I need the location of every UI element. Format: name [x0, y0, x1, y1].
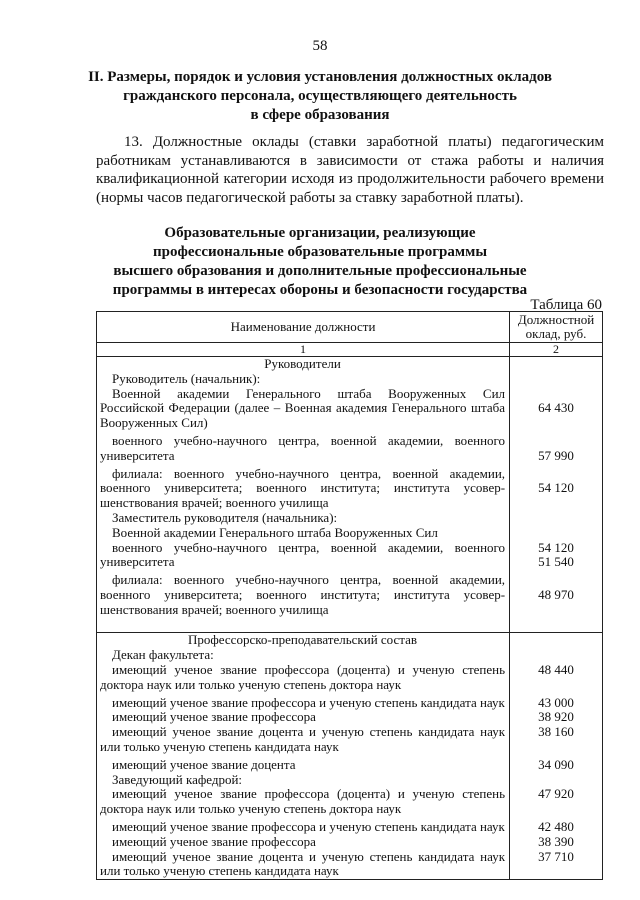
section-title-line: в сфере образования [250, 107, 390, 123]
list-item: Заместитель руководителя (начальника): [112, 509, 338, 525]
list-item: Заведующий кафедрой: [112, 771, 243, 787]
header-salary-line: Должностной [517, 312, 595, 327]
list-item: имеющий ученое звание профессора [112, 833, 316, 849]
table-row-managers [97, 357, 603, 633]
section-title-line: гражданского персонала, осуществляющего деятельность [123, 88, 517, 104]
list-item: имеющий ученое звание профессора (доцента) и ученую степень доктора наук или только ученую степень доктора наук [100, 786, 506, 817]
list-item: имеющий ученое звание профессора [112, 709, 316, 725]
table-heading-line: Образовательные организации, реализующие [164, 225, 476, 241]
salary-value: 48 440 [538, 661, 574, 677]
table-heading-line: профессиональные образовательные программы [152, 244, 488, 260]
list-item: Декан факультета: [112, 647, 214, 663]
salary-value: 34 090 [538, 756, 574, 772]
group-title: Руководители [264, 356, 341, 371]
list-item: Руководитель (начальник): [112, 370, 261, 386]
salary-value: 51 540 [538, 554, 574, 570]
list-item: имеющий ученое звание доцента и ученую степень кандидата наук или только ученую степень кандидата наук [100, 848, 506, 879]
paragraph-line: квалификационной категории исходя из продолжительности рабочего времени [96, 171, 604, 187]
table-row-teaching-staff [97, 633, 603, 880]
section-title [60, 68, 580, 125]
page-number: 58 [312, 38, 328, 54]
salary-value: 38 160 [538, 724, 574, 740]
list-item: имеющий ученое звание профессора и ученую степень кандидата наук [112, 818, 505, 834]
list-item: имеющий ученое звание доцента [112, 756, 296, 772]
teaching-staff-salaries [510, 633, 603, 880]
list-item: имеющий ученое звание профессора и ученую степень кандидата наук [112, 694, 505, 710]
salary-value: 37 710 [538, 848, 574, 864]
section-title-line: II. Размеры, порядок и условия установления должностных окладов [88, 69, 552, 85]
paragraph-line: 13. Должностные оклады (ставки заработной платы) педагогическим [124, 134, 604, 150]
table-heading [60, 224, 580, 300]
salary-value: 54 120 [538, 480, 574, 496]
group-title: Профессорско-преподавательский состав [188, 632, 418, 648]
paragraph-line: работникам устанавливаются в зависимости от стажа работы и наличия [96, 152, 604, 169]
salary-value: 38 920 [538, 709, 574, 725]
salary-value: 47 920 [538, 786, 574, 802]
list-item: филиала: военного учебно-научного центра, военной академии, военного университета; военного института; института усовер-шенствования врачей; военного училища [100, 572, 506, 617]
table-label: Таблица 60 [530, 297, 602, 313]
managers-positions [97, 357, 510, 633]
salary-value: 48 970 [538, 586, 574, 602]
list-item: Военной академии Генерального штаба Вооруженных Сил Российской Федерации (далее – Военная академия Генерального штаба Вооруженных Сил) [100, 385, 506, 431]
salary-value: 57 990 [538, 447, 574, 463]
paragraph-13 [96, 133, 604, 207]
paragraph-line: (нормы часов педагогической работы за ставку заработной платы). [96, 189, 524, 206]
list-item: военного учебно-научного центра, военной академии, военного университета [100, 539, 506, 570]
table-heading-line: высшего образования и дополнительные профессиональные [113, 263, 527, 279]
list-item: имеющий ученое звание доцента и ученую степень кандидата наук или только ученую степень кандидата наук [100, 724, 506, 754]
table-header-row [97, 312, 603, 343]
teaching-staff-positions [97, 633, 510, 880]
list-item: военного учебно-научного центра, военной академии, военного университета [100, 432, 506, 463]
header-salary [510, 312, 603, 343]
list-item: филиала: военного учебно-научного центра, военной академии, военного университета; военного института; института усовер-шенствования врачей; военного училища [100, 465, 506, 511]
header-salary-line: оклад, руб. [525, 326, 587, 341]
managers-salaries [510, 357, 603, 633]
salary-table [96, 311, 603, 880]
column-number-row [97, 343, 603, 357]
list-item: имеющий ученое звание профессора (доцента) и ученую степень доктора наук или только ученую степень доктора наук [100, 661, 506, 692]
salary-value: 42 480 [538, 818, 574, 834]
column-number: 2 [510, 343, 603, 357]
salary-value: 43 000 [538, 694, 574, 710]
salary-value: 54 120 [538, 539, 574, 555]
list-item: Военной академии Генерального штаба Вооруженных Сил [112, 524, 438, 540]
header-position-name: Наименование должности [97, 312, 510, 343]
salary-value: 64 430 [538, 400, 574, 416]
table-heading-line: программы в интересах обороны и безопасности государства [112, 282, 528, 298]
salary-value: 38 390 [538, 833, 574, 849]
column-number: 1 [97, 343, 510, 357]
